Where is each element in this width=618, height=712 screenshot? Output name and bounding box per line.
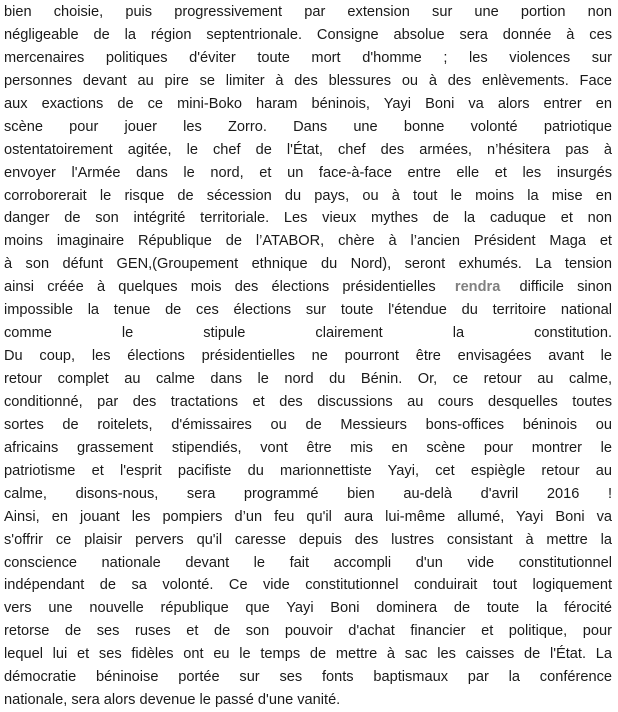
text-line: mercenaires politiques d'éviter toute mort d'homme ; les violences sur	[4, 49, 612, 66]
text-line: calme, disons-nous, sera programmé bien au-delà d'avril 2016 !	[4, 485, 612, 502]
text-line: envoyer l'Armée dans le nord, et un face-à-face entre elle et les insurgés	[4, 164, 612, 181]
text-line: conditionné, par des tractations et des discussions au cours desquelles toutes	[4, 393, 612, 410]
text-line: s'offrir ce plaisir pervers qu'il caresse depuis des lustres consistant à mettre la	[4, 531, 612, 548]
text-line: Ainsi, en jouant les pompiers d’un feu qu'il aura lui-même allumé, Yayi Boni va	[4, 508, 612, 525]
text-line: africains grassement stipendiés, vont être mis en scène pour montrer le	[4, 439, 612, 456]
text-line: conscience nationale devant le fait accompli d'un vide constitutionnel	[4, 554, 612, 571]
text-line: à son défunt GEN,(Groupement ethnique du Nord), seront exhumés. La tension	[4, 256, 612, 273]
text-line: moins imaginaire République de l’ATABOR, chère à l’ancien Président Maga et	[4, 233, 612, 250]
text-line: nationale, sera alors devenue le passé d'une vanité.	[4, 692, 341, 709]
text-line-highlight	[4, 276, 612, 299]
text-line: aux exactions de ce mini-Boko haram béninois, Yayi Boni va alors entrer en	[4, 95, 612, 112]
text-line: scène pour jouer les Zorro. Dans une bonne volonté patriotique	[4, 118, 612, 135]
text-line: danger de son intégrité territoriale. Les vieux mythes de la caduque et non	[4, 210, 612, 227]
text-line: patriotisme et l'esprit pacifiste du marionnettiste Yayi, cet espiègle retour au	[4, 462, 612, 479]
text-line: retour complet au calme dans le nord du Bénin. Or, ce retour au calme,	[4, 371, 612, 387]
text-line: bien choisie, puis progressivement par extension sur une portion non	[4, 4, 612, 20]
document-body	[4, 1, 612, 712]
text-line: retorse de ses ruses et de son pouvoir d'achat financier et politique, pour	[4, 623, 612, 640]
text-line: corroborerait le risque de sécession du pays, ou à tout le moins la mise en	[4, 187, 612, 204]
text-line: indépendant de sa volonté. Ce vide constitutionnel conduirait tout logiquement	[4, 577, 612, 594]
text-line: lequel lui et ses fidèles ont eu le temps de mettre à sac les caisses de l'État. La	[4, 646, 612, 663]
text-line: personnes devant au pire se limiter à des blessures ou à des enlèvements. Face	[4, 72, 612, 89]
text-segment: difficile sinon	[519, 279, 612, 296]
text-segment: ainsi créée à quelques mois des élections présidentielles	[4, 279, 436, 296]
text-line: ostentatoirement agitée, le chef de l'État, chef des armées, n’hésitera pas à	[4, 141, 612, 158]
text-line: démocratie béninoise portée sur ses fonts baptismaux par la conférence	[4, 669, 612, 686]
text-line: vers une nouvelle république que Yayi Boni dominera de toute la férocité	[4, 600, 612, 617]
text-line: comme le stipule clairement la constitution.	[4, 325, 612, 342]
text-line: Du coup, les élections présidentielles ne pourront être envisagées avant le	[4, 348, 612, 365]
highlighted-word: rendra	[454, 279, 501, 296]
text-line: impossible la tenue de ces élections sur toute l'étendue du territoire national	[4, 302, 612, 319]
text-line: négligeable de la région septentrionale. Consigne absolue sera donnée à ces	[4, 26, 612, 43]
text-line: sortes de roitelets, d'émissaires ou de Messieurs bons-offices béninois ou	[4, 416, 612, 433]
